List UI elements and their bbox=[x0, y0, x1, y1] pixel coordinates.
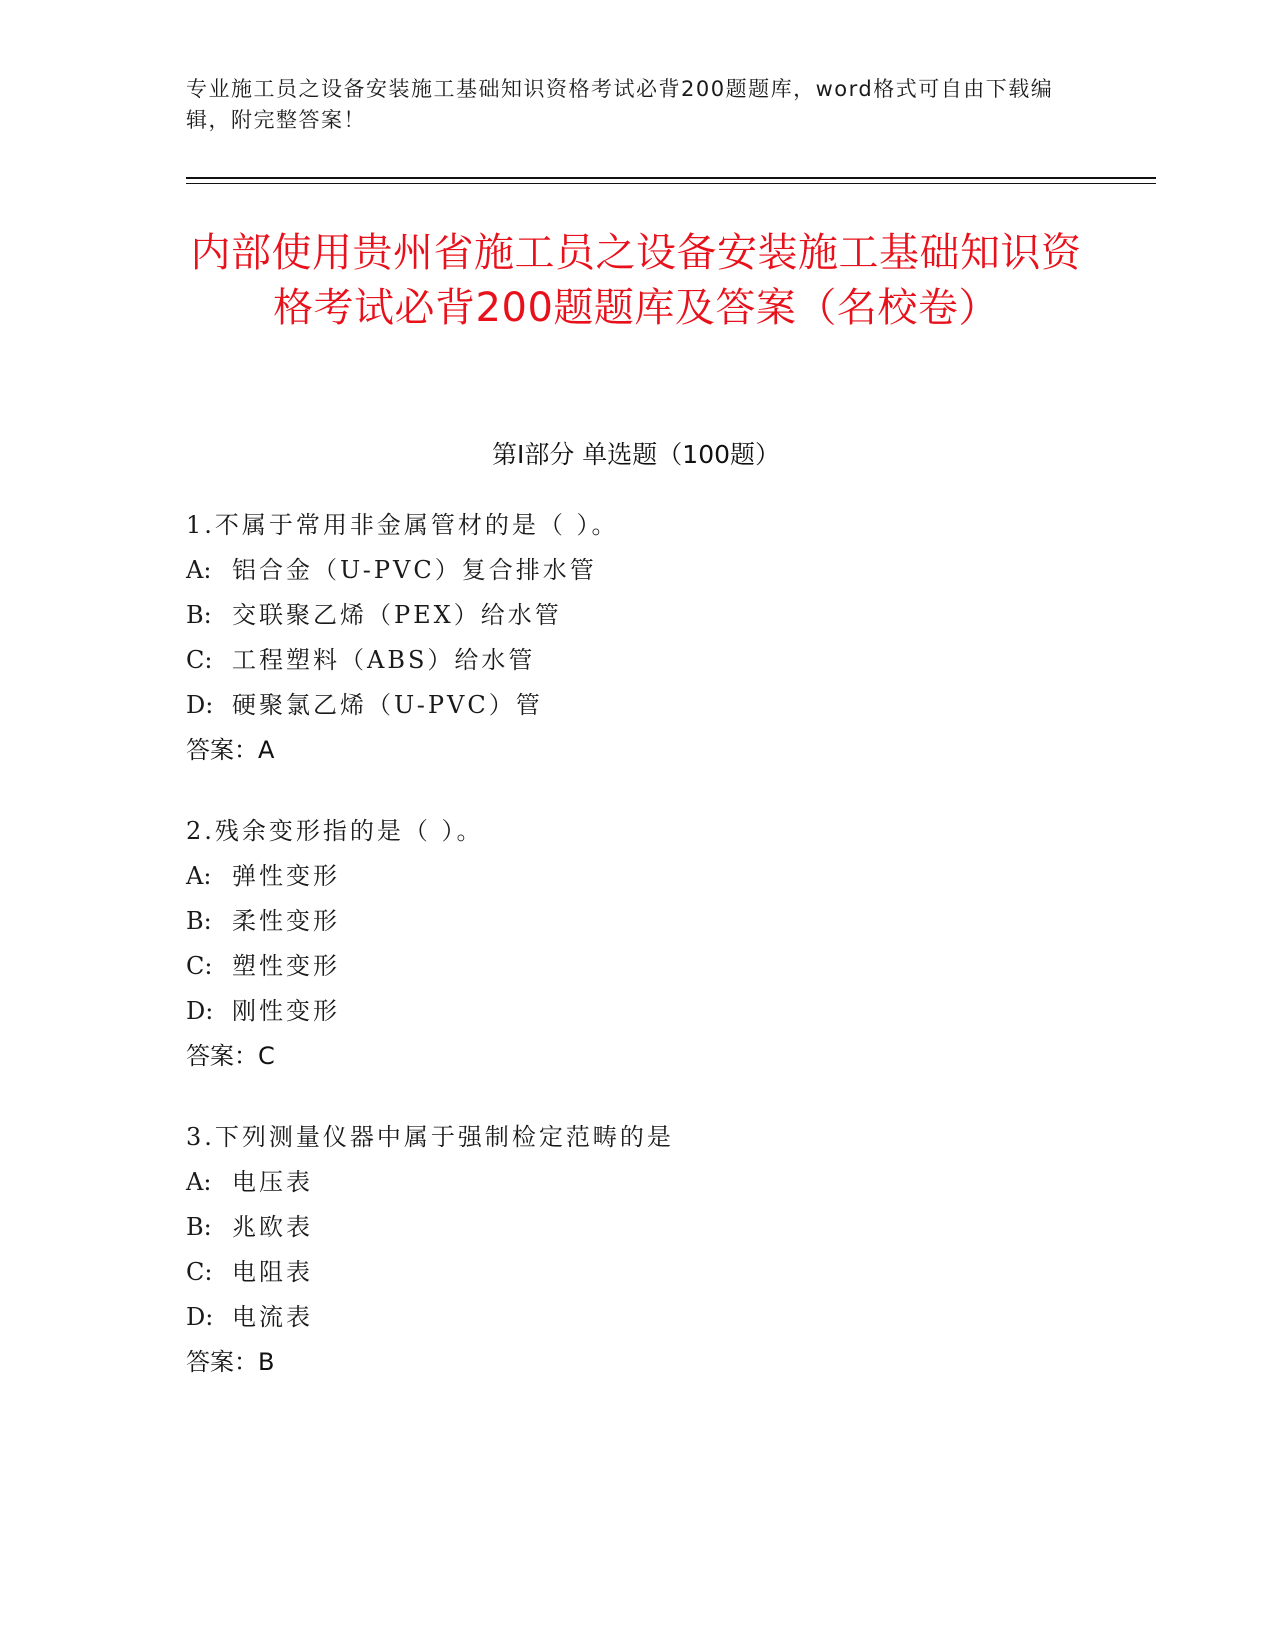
option-text: 交联聚乙烯（PEX）给水管 bbox=[232, 601, 562, 629]
option-a bbox=[186, 854, 1086, 899]
option-c bbox=[186, 944, 1086, 989]
option-letter: D: bbox=[186, 1303, 214, 1331]
option-a bbox=[186, 548, 1086, 593]
answer: 答案：A bbox=[186, 736, 275, 764]
option-d bbox=[186, 989, 1086, 1034]
question-stem: 1.不属于常用非金属管材的是（ ）。 bbox=[186, 511, 619, 539]
option-letter: B: bbox=[186, 907, 212, 935]
option-text: 硬聚氯乙烯（U-PVC）管 bbox=[232, 691, 543, 719]
question-2 bbox=[186, 809, 1086, 1079]
option-d bbox=[186, 1295, 1086, 1340]
option-c bbox=[186, 638, 1086, 683]
question-stem: 2.残余变形指的是（ ）。 bbox=[186, 817, 484, 845]
option-letter: C: bbox=[186, 646, 213, 674]
option-b bbox=[186, 899, 1086, 944]
option-text: 电压表 bbox=[232, 1168, 313, 1196]
option-b bbox=[186, 1205, 1086, 1250]
option-letter: C: bbox=[186, 1258, 213, 1286]
option-letter: A: bbox=[186, 862, 212, 890]
option-d bbox=[186, 683, 1086, 728]
option-letter: D: bbox=[186, 997, 214, 1025]
option-letter: C: bbox=[186, 952, 213, 980]
header-divider-thin bbox=[186, 183, 1156, 184]
option-a bbox=[186, 1160, 1086, 1205]
option-letter: B: bbox=[186, 601, 212, 629]
option-letter: B: bbox=[186, 1213, 212, 1241]
option-text: 电流表 bbox=[232, 1303, 313, 1331]
option-text: 弹性变形 bbox=[232, 862, 340, 890]
option-letter: D: bbox=[186, 691, 214, 719]
option-text: 兆欧表 bbox=[232, 1213, 313, 1241]
header-divider-thick bbox=[186, 177, 1156, 179]
answer: 答案：B bbox=[186, 1348, 275, 1376]
option-letter: A: bbox=[186, 1168, 212, 1196]
question-3 bbox=[186, 1115, 1086, 1385]
option-b bbox=[186, 593, 1086, 638]
header-note: 专业施工员之设备安装施工基础知识资格考试必背200题题库，word格式可自由下载编辑，附完整答案！ bbox=[186, 77, 1054, 132]
option-text: 工程塑料（ABS）给水管 bbox=[232, 646, 536, 674]
section-title: 第I部分 单选题（100题） bbox=[491, 440, 781, 469]
option-letter: A: bbox=[186, 556, 212, 584]
document-title: 内部使用贵州省施工员之设备安装施工基础知识资格考试必背200题题库及答案（名校卷） bbox=[190, 230, 1082, 331]
question-stem: 3.下列测量仪器中属于强制检定范畴的是 bbox=[186, 1123, 674, 1151]
option-text: 电阻表 bbox=[232, 1258, 313, 1286]
option-text: 塑性变形 bbox=[232, 952, 340, 980]
option-c bbox=[186, 1250, 1086, 1295]
answer: 答案：C bbox=[186, 1042, 275, 1070]
option-text: 刚性变形 bbox=[232, 997, 340, 1025]
question-1 bbox=[186, 503, 1086, 773]
option-text: 柔性变形 bbox=[232, 907, 340, 935]
option-text: 铝合金（U-PVC）复合排水管 bbox=[232, 556, 597, 584]
